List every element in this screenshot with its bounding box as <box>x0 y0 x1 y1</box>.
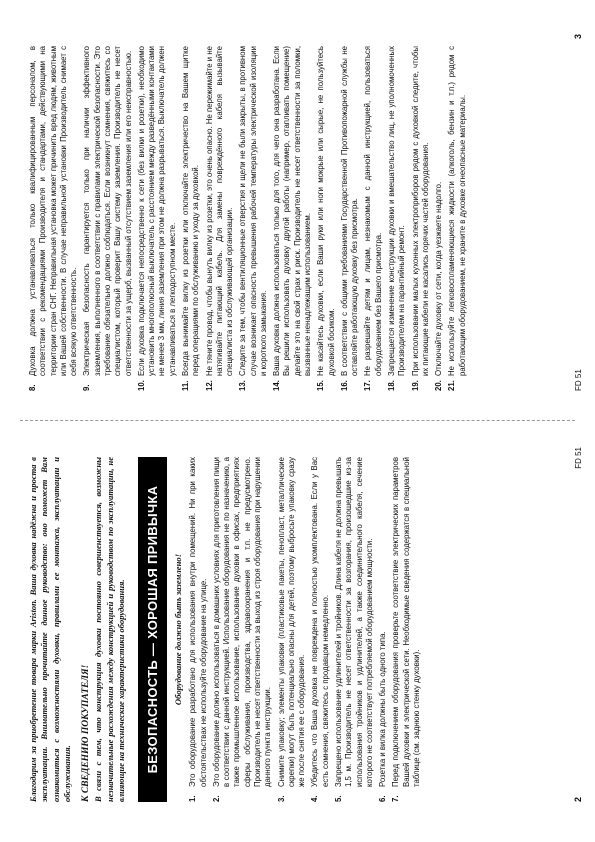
item-number: 18. <box>387 380 396 391</box>
item-text: Не тяните провод, чтобы вынуть вилку из розетки, это очень опасно. Не пережимайте и не натягивайте питающий кабель. Для замены повреждённого кабеля вызывайте специалиста из обслуживающей организации. <box>204 46 235 376</box>
list-item <box>391 457 422 802</box>
model-code: FD 51 <box>574 369 583 391</box>
list-item <box>82 46 133 391</box>
list-item <box>434 46 444 391</box>
item-text: Это оборудование должно использоваться в домашних условиях для приготовления пищи в соответствии с данной инструкцией. Использование оборудования не по назначению, а также промышленное использование, использование духовки в офисах, предприятиях сферы обслуживания, производства, здравоохранения и т.п. не предусмотрено. Производитель не несет ответственности за выход из строя оборудования при нарушении данного пункта инструкции. <box>211 457 273 787</box>
page-number: 3 <box>573 34 583 40</box>
list-item <box>137 46 178 391</box>
safety-list-left <box>188 457 422 802</box>
list-item <box>310 457 331 802</box>
list-item <box>28 46 79 391</box>
list-item <box>340 46 361 391</box>
item-text: Не касайтесь духовки, если Ваши руки или ноги мокрые или сырые, не пользуйтесь духовкой босиком. <box>316 46 336 376</box>
list-item <box>378 457 388 802</box>
item-text: Всегда вынимайте вилку из розетки или отключайте электричество на Вашем щитке перед операциями по обслуживанию и уходу за духовкой. <box>180 46 201 376</box>
list-item <box>212 457 274 802</box>
list-item <box>181 46 202 391</box>
list-item <box>238 46 269 391</box>
grounding-subheading: Оборудование должно быть заземлено! <box>172 553 183 706</box>
item-text: Если духовка подключается непосредственно к сети (без вилки и розетки), необходимо установить многополюсный выключатель с расстоянием между разведёнными контактами не менее 3 мм, линия заземления при этом не должна разрываться. Выключатель должен устанавливаться в легкодоступном месте. <box>136 46 177 376</box>
list-item <box>363 46 384 391</box>
item-number: 3. <box>276 795 286 802</box>
item-number: 10. <box>136 380 146 391</box>
item-text: Снимите упаковку; элементы упаковки (пластиковые пакеты, пенопласт, металлические скрепки) могут быть потенциально опасны для детей, поэтому выбросьте упаковку сразу же после снятия ее с оборудования. <box>276 457 307 787</box>
right-column <box>28 46 471 391</box>
item-number: 4. <box>310 795 320 802</box>
item-number: 17. <box>363 380 373 391</box>
list-item <box>272 46 313 391</box>
item-text: Перед подключением оборудования проверьте соответствие электрических параметров Вашей духовки и электрической сети. Необходимые сведения содержатся в специальной таблице (см. заднюю стенку духовки). <box>391 457 421 787</box>
item-number: 11. <box>180 380 190 391</box>
item-number: 9. <box>82 384 92 391</box>
item-number: 6. <box>378 795 388 802</box>
page-number: 2 <box>573 796 583 802</box>
item-number: 2. <box>211 795 221 802</box>
item-text: Следите за тем, чтобы вентиляционные отверстия и щели не были закрыты, в противном случае возникает опасность превышения рабочей температуры электрической изоляции и короткого замыкания. <box>238 46 268 376</box>
item-number: 8. <box>28 384 37 391</box>
item-text: Розетка и вилка должны быть одного типа. <box>378 631 388 787</box>
item-number: 19. <box>410 380 420 391</box>
list-item <box>316 46 337 391</box>
item-number: 7. <box>391 795 401 802</box>
model-code: FD 51 <box>574 447 583 469</box>
item-number: 15. <box>316 380 326 391</box>
list-item <box>411 46 432 391</box>
left-page <box>0 421 595 842</box>
item-text: Электрическая безопасность гарантируется только при наличии эффективного заземления, выполненного в соответствии с правилами электрической безопасности. Это требование обязательно должно соблюдаться. Если возникнут сомнения, свяжитесь со специалистом, который проверит Вашу систему заземления. Производитель не несет ответственности за ущерб, вызванный отсутствием заземления или его неисправностью. <box>82 46 133 376</box>
item-number: 12. <box>204 380 214 391</box>
item-number: 14. <box>272 380 282 391</box>
item-number: 21. <box>447 380 457 391</box>
item-number: 20. <box>434 380 444 391</box>
safety-banner: БЕЗОПАСНОСТЬ — ХОРОШАЯ ПРИВЫЧКА <box>138 457 167 802</box>
safety-list-right <box>28 46 468 391</box>
item-text: При использовании малых кухонных электроприборов рядом с духовкой следите, чтобы их питающие кабели не касались горячих частей оборудования. <box>410 46 430 376</box>
left-column <box>28 457 425 802</box>
item-text: Запрещено использование удлинителей и тройников. Длина кабеля не должна превышать 1,5 м. Производитель не несет ответственности за возгорания, произошедшие из-за использования тройников и удлинителей, а также соединительного кабеля, сечение которого не соответствует потребляемой оборудованием мощности. <box>333 457 374 787</box>
item-text: Запрещается изменение конструкции духовки и вмешательство лиц, не уполномоченных Производителем на гарантийный ремонт. <box>387 46 407 376</box>
item-text: Ваша духовка должна использоваться только для того, для чего она разработана. Если Вы решили использовать духовку другой работы (например, отапливать помещение) делайте это на свой страх и риск. Производитель не несет ответственности за поломки, вызванные ненадлежащим использованием. <box>272 46 313 376</box>
item-number: 5. <box>333 795 343 802</box>
list-item <box>205 46 236 391</box>
item-number: 1. <box>188 795 198 802</box>
list-item <box>334 457 375 802</box>
notice-paragraph: В связи с тем, что конструкция духовки постоянно совершенствуется, возможны незначительные расхождения между конструкцией и руководством по эксплуатации, не влияющие на технические характеристики оборудования. <box>93 457 127 802</box>
notice-title: К СВЕДЕНИЮ ПОКУПАТЕЛЯ! <box>80 664 91 802</box>
item-text: Это оборудование разработано для использования внутри помещений. Ни при каких обстоятельствах не используйте оборудование на улице. <box>188 457 208 787</box>
list-item <box>447 46 468 391</box>
item-number: 16. <box>339 380 349 391</box>
item-number: 13. <box>238 380 248 391</box>
list-item <box>277 457 308 802</box>
item-text: Убедитесь что Ваша духовка не повреждена и полностью укомплектована. Если у Вас есть сомнения, свяжитесь с продавцом немедленно. <box>310 457 330 787</box>
intro-paragraph: Благодарим за приобретение товара марки Ariston. Ваша духовка надёжна и проста в эксплуатации. Внимательно прочитайте данное руководство: оно поможет Вам ознакомиться с возможностями духовки, правилами ее монтажа, эксплуатации и обслуживания. <box>28 457 73 802</box>
item-text: Отключайте духовку от сети, когда уезжаете надолго. <box>434 181 444 376</box>
item-text: В соответствии с общими требованиями Государственной Противопожарной службы не оставляйте работающую духовку без присмотра. <box>339 46 360 376</box>
list-item <box>387 46 408 391</box>
item-text: Не используйте легковоспламеняющиеся жидкости (алкоголь, бензин и т.п.) рядом с работающим оборудованием, не храните в духовке огнеопасные материалы. <box>447 46 467 376</box>
item-text: Не разрешайте детям и лицам, незнакомым с данной инструкцией, пользоваться оборудованием без Вашего присмотра. <box>363 46 383 376</box>
list-item <box>188 457 209 802</box>
item-text: Духовка должна устанавливаться только квалифицированным персоналом, в соответствии с рекомендациями Производителя и стандартами, действующими на территории стран СНГ. Неправильная установка может причинить вред людям, животным или Вашей собственности. В случае неправильной установки Производитель снимает с себя всякую ответственность. <box>28 46 79 376</box>
